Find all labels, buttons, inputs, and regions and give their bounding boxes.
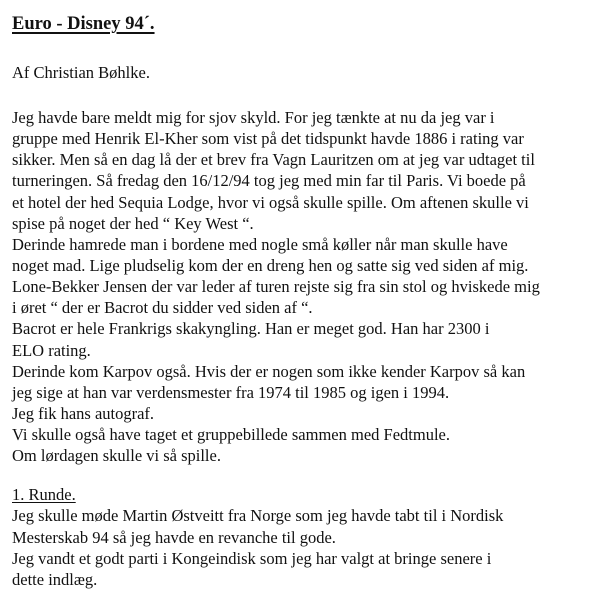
body-line: i øret “ der er Bacrot du sidder ved siden af “. bbox=[12, 298, 313, 318]
body-line: jeg sige at han var verdensmester fra 1974 til 1985 og igen i 1994. bbox=[12, 382, 450, 402]
round-text bbox=[12, 505, 592, 590]
body-text bbox=[12, 107, 592, 466]
body-line: Om lørdagen skulle vi så spille. bbox=[12, 446, 221, 466]
author-line: Af Christian Bøhlke. bbox=[12, 63, 150, 82]
round-line: dette indlæg. bbox=[12, 569, 98, 589]
body-line: Derinde kom Karpov også. Hvis der er nogen som ikke kender Karpov så kan bbox=[12, 361, 526, 381]
round-line: Jeg skulle møde Martin Østveitt fra Norge som jeg havde tabt til i Nordisk bbox=[12, 506, 504, 526]
body-line: ELO rating. bbox=[12, 340, 91, 360]
document-title: Euro - Disney 94´. bbox=[12, 14, 155, 34]
body-line: turneringen. Så fredag den 16/12/94 tog jeg med min far til Paris. Vi boede på bbox=[12, 171, 526, 191]
body-line: Jeg fik hans autograf. bbox=[12, 403, 155, 423]
body-line: spise på noget der hed “ Key West “. bbox=[12, 213, 254, 233]
document-page bbox=[12, 12, 592, 590]
round-line: Jeg vandt et godt parti i Kongeindisk som jeg har valgt at bringe senere i bbox=[12, 548, 492, 568]
body-line: Jeg havde bare meldt mig for sjov skyld. For jeg tænkte at nu da jeg var i bbox=[12, 108, 495, 127]
body-line: gruppe med Henrik El-Kher som vist på det tidspunkt havde 1886 i rating var bbox=[12, 129, 524, 149]
body-line: et hotel der hed Sequia Lodge, hvor vi også skulle spille. Om aftenen skulle vi bbox=[12, 192, 529, 212]
body-line: sikker. Men så en dag lå der et brev fra Vagn Lauritzen om at jeg var udtaget til bbox=[12, 150, 535, 170]
body-line: noget mad. Lige pludselig kom der en dreng hen og satte sig ved siden af mig. bbox=[12, 255, 529, 275]
body-line: Derinde hamrede man i bordene med nogle små køller når man skulle have bbox=[12, 234, 508, 254]
body-line: Vi skulle også have taget et gruppebillede sammen med Fedtmule. bbox=[12, 425, 450, 445]
body-line: Bacrot er hele Frankrigs skakyngling. Han er meget god. Han har 2300 i bbox=[12, 319, 490, 339]
body-line: Lone-Bekker Jensen der var leder af turen rejste sig fra sin stol og hviskede mig bbox=[12, 277, 540, 297]
round-line: Mesterskab 94 så jeg havde en revanche til gode. bbox=[12, 527, 336, 547]
round-heading: 1. Runde. bbox=[12, 485, 76, 505]
